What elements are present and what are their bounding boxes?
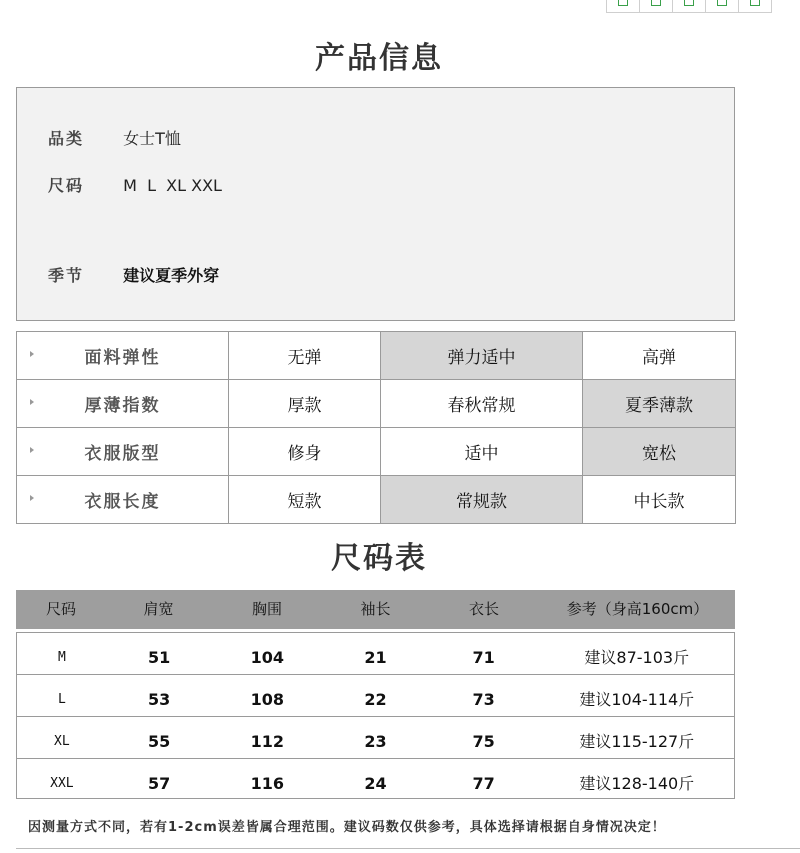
table-cell: 71 xyxy=(472,648,495,667)
table-cell: 建议104-114斤 xyxy=(579,690,695,709)
season-row xyxy=(48,263,219,286)
attribute-option: 无弹 xyxy=(229,332,381,380)
season-label: 季节 xyxy=(48,266,85,285)
table-row xyxy=(17,717,734,759)
table-cell: 23 xyxy=(364,732,387,751)
table-cell: 116 xyxy=(250,774,284,793)
attribute-label: 衣服版型 xyxy=(17,428,229,476)
divider xyxy=(16,848,800,849)
table-cell: 53 xyxy=(147,690,171,709)
table-cell: 51 xyxy=(147,648,171,667)
size-chart-title: 尺码表 xyxy=(331,541,427,576)
triangle-icon xyxy=(30,399,34,405)
attribute-option: 夏季薄款 xyxy=(583,380,736,428)
column-header: 胸围 xyxy=(251,600,282,618)
table-cell: 建议128-140斤 xyxy=(579,774,695,793)
category-value: 女士T恤 xyxy=(123,129,181,148)
table-cell: 57 xyxy=(147,774,171,793)
table-cell: 75 xyxy=(472,732,495,751)
attribute-option: 高弹 xyxy=(583,332,736,380)
attribute-option: 适中 xyxy=(381,428,583,476)
table-row xyxy=(17,675,734,717)
attribute-option: 厚款 xyxy=(229,380,381,428)
attribute-option: 中长款 xyxy=(583,476,736,524)
category-label: 品类 xyxy=(48,129,85,148)
attribute-row xyxy=(17,380,736,428)
column-header: 肩宽 xyxy=(143,600,174,618)
column-header: 尺码 xyxy=(45,600,76,618)
size-table-header xyxy=(16,590,735,629)
column-header: 参考（身高160cm） xyxy=(566,600,709,618)
table-cell: 77 xyxy=(472,774,495,793)
attribute-option: 宽松 xyxy=(583,428,736,476)
table-cell: L xyxy=(57,692,66,707)
settings-icon[interactable] xyxy=(739,0,771,12)
triangle-icon xyxy=(30,495,34,501)
column-header: 衣长 xyxy=(468,600,499,618)
column-header: 袖长 xyxy=(360,600,391,618)
size-value: M L XL XXL xyxy=(123,176,222,195)
table-cell: 24 xyxy=(364,774,387,793)
table-cell: XXL xyxy=(50,776,74,791)
table-cell: 104 xyxy=(250,648,284,667)
table-cell: 建议87-103斤 xyxy=(584,648,690,667)
table-cell: 112 xyxy=(250,732,284,751)
expand-icon[interactable] xyxy=(640,0,673,12)
table-cell: 22 xyxy=(364,690,387,709)
category-row xyxy=(48,126,181,149)
triangle-icon xyxy=(30,447,34,453)
attribute-table xyxy=(16,331,736,524)
triangle-icon xyxy=(30,351,34,357)
table-cell: M xyxy=(57,650,66,665)
size-row xyxy=(48,173,222,196)
home-icon[interactable] xyxy=(673,0,706,12)
attribute-option: 修身 xyxy=(229,428,381,476)
attribute-option: 短款 xyxy=(229,476,381,524)
attribute-label: 面料弹性 xyxy=(17,332,229,380)
table-cell: 73 xyxy=(472,690,495,709)
attribute-row xyxy=(17,476,736,524)
product-info-title: 产品信息 xyxy=(315,41,443,76)
attribute-row xyxy=(17,332,736,380)
product-info-box xyxy=(16,87,735,321)
share-toolbar xyxy=(606,0,772,13)
attribute-option: 弹力适中 xyxy=(381,332,583,380)
table-cell: 108 xyxy=(250,690,284,709)
attribute-label: 厚薄指数 xyxy=(17,380,229,428)
attribute-label: 衣服长度 xyxy=(17,476,229,524)
table-cell: 55 xyxy=(147,732,171,751)
doc-icon[interactable] xyxy=(607,0,640,12)
table-row xyxy=(17,633,734,675)
table-cell: 21 xyxy=(364,648,387,667)
season-value: 建议夏季外穿 xyxy=(123,266,220,285)
table-cell: XL xyxy=(54,734,70,749)
attribute-option: 春秋常规 xyxy=(381,380,583,428)
measurement-note: 因测量方式不同，若有1-2cm误差皆属合理范围。建议码数仅供参考，具体选择请根据自身情况决定！ xyxy=(28,820,666,835)
size-table-body xyxy=(16,632,735,799)
table-cell: 建议115-127斤 xyxy=(579,732,695,751)
size-label: 尺码 xyxy=(48,176,85,195)
attribute-row xyxy=(17,428,736,476)
image-icon[interactable] xyxy=(706,0,739,12)
table-row xyxy=(17,759,734,800)
attribute-option: 常规款 xyxy=(381,476,583,524)
